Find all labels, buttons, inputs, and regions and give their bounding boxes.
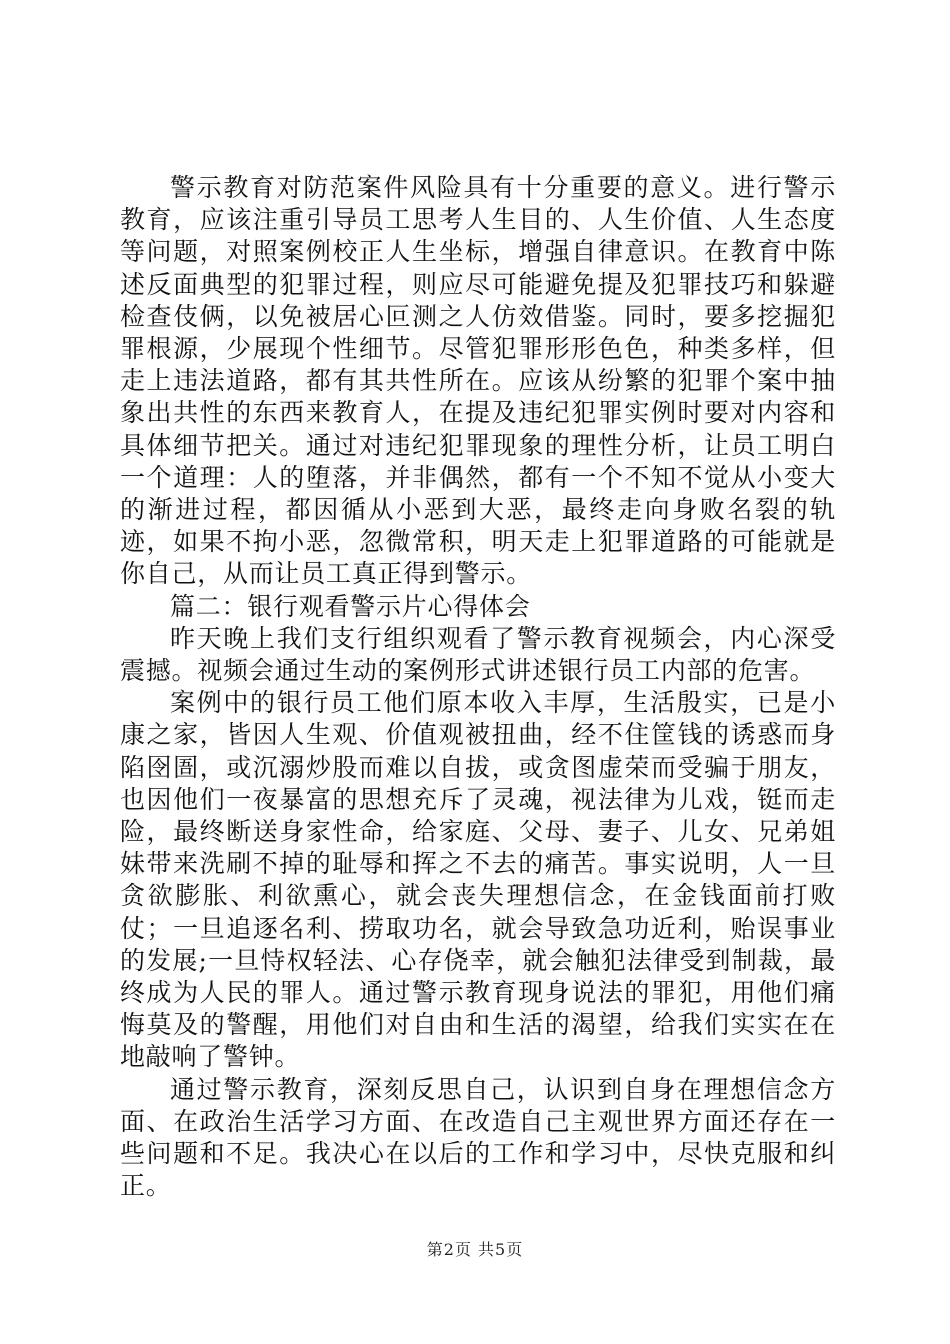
paragraph-warning-education: 警示教育对防范案件风险具有十分重要的意义。进行警示教育，应该注重引导员工思考人生目的、人生价值、人生态度等问题，对照案例校正人生坐标，增强自律意识。在教育中陈述反面典型的犯罪过程，则应尽可能避免提及犯罪技巧和躲避检查伎俩，以免被居心叵测之人仿效借鉴。同时，要多挖掘犯罪根源，少展现个性细节。尽管犯罪形形色色，种类多样，但走上违法道路，都有其共性所在。应该从纷繁的犯罪个案中抽象出共性的东西来教育人，在提及违纪犯罪实例时要对内容和具体细节把关。通过对违纪犯罪现象的理性分析，让员工明白一个道理：人的堕落，并非偶然，都有一个不知不觉从小变大的渐进过程，都因循从小恶到大恶，最终走向身败名裂的轨迹，如果不拘小恶，忽微常积，明天走上犯罪道路的可能就是你自己，从而让员工真正得到警示。: [120, 173, 836, 589]
section-heading: 篇二：银行观看警示片心得体会: [170, 591, 531, 621]
paragraph-case-analysis: 案例中的银行员工他们原本收入丰厚，生活殷实，已是小康之家，皆因人生观、价值观被扭曲，经不住筐钱的诱惑而身陷囹圄，或沉溺炒股而难以自拔，或贪图虚荣而受骗于朋友，也因他们一夜暴富的思想充斥了灵魂，视法律为儿戏，铤而走险，最终断送身家性命，给家庭、父母、妻子、儿女、兄弟姐妹带来洗刷不掉的耻辱和挥之不去的痛苦。事实说明，人一旦贪欲膨胀、利欲熏心，就会丧失理想信念，在金钱面前打败仗；一旦追逐名利、捞取功名，就会导致急功近利，贻误事业的发展;一旦恃权轻法、心存侥幸，就会触犯法律受到制裁，最终成为人民的罪人。通过警示教育现身说法的罪犯，用他们痛悔莫及的警醒，用他们对自由和生活的渴望，给我们实实在在地敲响了警钟。: [120, 688, 836, 1072]
paragraph-self-reflection: 通过警示教育，深刻反思自己，认识到自身在理想信念方面、在政治生活学习方面、在改造自己主观世界方面还存在一些问题和不足。我决心在以后的工作和学习中，尽快克服和纠正。: [120, 1074, 836, 1201]
page-number-footer: 第2页 共5页: [426, 1240, 524, 1259]
paragraph-video-meeting: 昨天晚上我们支行组织观看了警示教育视频会，内心深受震撼。视频会通过生动的案例形式讲述银行员工内部的危害。: [120, 623, 836, 686]
document-body: [120, 172, 836, 1203]
